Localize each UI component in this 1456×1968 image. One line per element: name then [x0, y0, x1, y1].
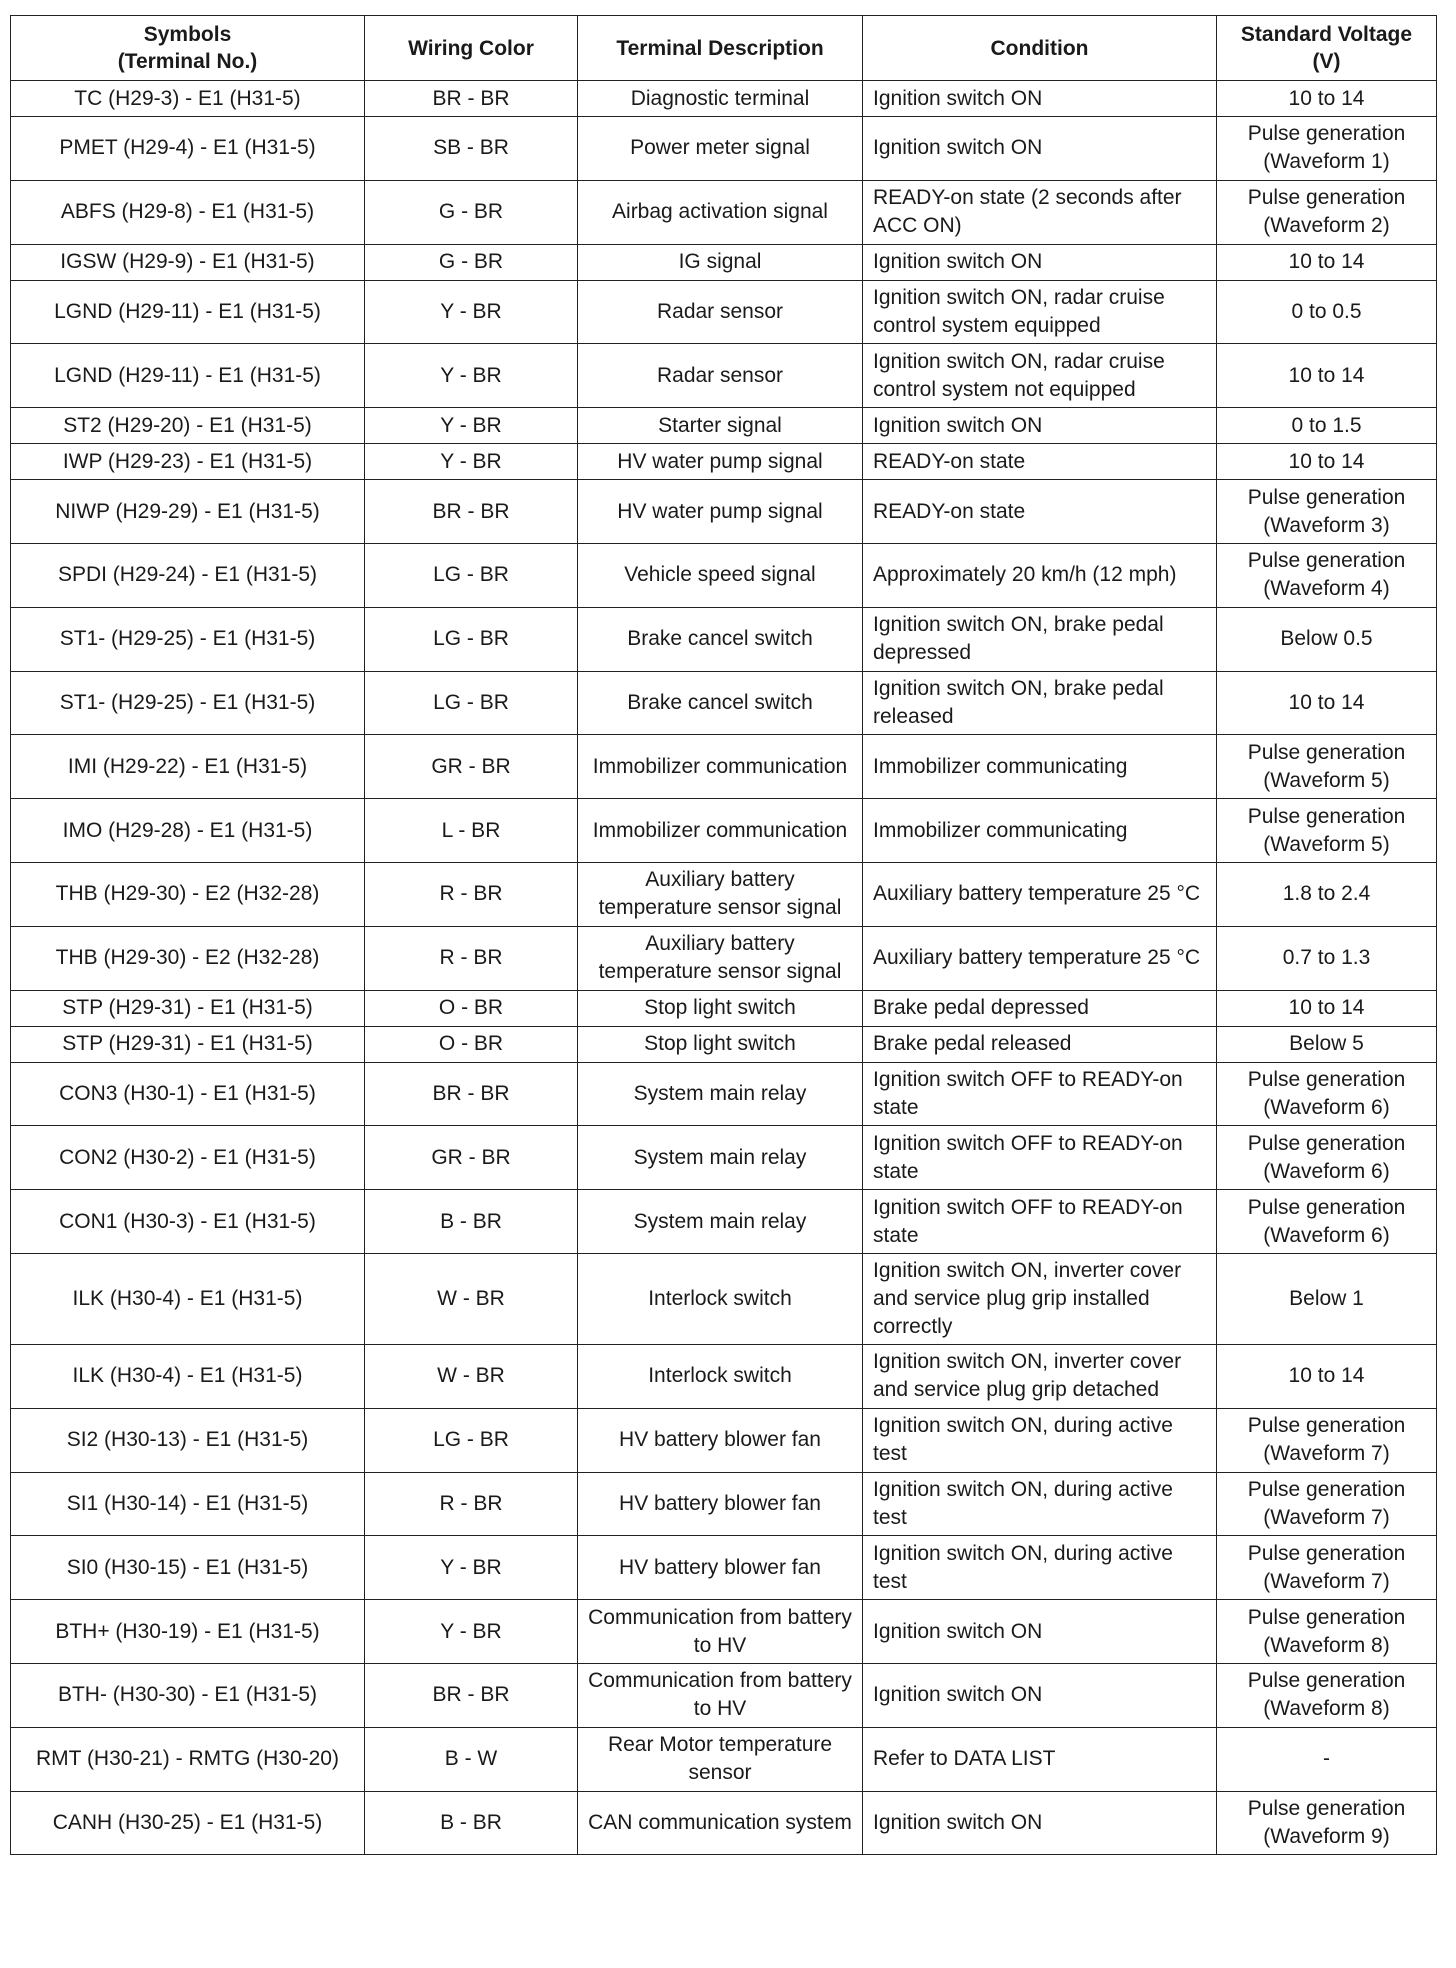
- condition-cell: Auxiliary battery temperature 25 °C: [863, 862, 1217, 926]
- description-cell: Interlock switch: [578, 1253, 863, 1344]
- header-terminal-description: [578, 16, 863, 81]
- symbol-cell: SI1 (H30-14) - E1 (H31-5): [11, 1472, 365, 1536]
- condition-cell: Ignition switch ON: [863, 244, 1217, 280]
- description-cell: HV water pump signal: [578, 444, 863, 480]
- wiring-cell: O - BR: [365, 1026, 578, 1062]
- table-row: [11, 444, 1437, 480]
- description-cell: Immobilizer communication: [578, 799, 863, 863]
- condition-cell: Approximately 20 km/h (12 mph): [863, 543, 1217, 607]
- voltage-cell: Pulse generation (Waveform 6): [1217, 1062, 1437, 1126]
- table-row: [11, 1026, 1437, 1062]
- symbol-cell: CON1 (H30-3) - E1 (H31-5): [11, 1190, 365, 1254]
- header-condition: [863, 16, 1217, 81]
- voltage-cell: Pulse generation (Waveform 4): [1217, 543, 1437, 607]
- condition-cell: Ignition switch ON, brake pedal released: [863, 671, 1217, 735]
- condition-cell: Ignition switch ON: [863, 117, 1217, 181]
- wiring-cell: GR - BR: [365, 1126, 578, 1190]
- table-row: [11, 990, 1437, 1026]
- description-cell: Radar sensor: [578, 280, 863, 344]
- description-cell: Radar sensor: [578, 344, 863, 408]
- table-row: [11, 543, 1437, 607]
- table-row: [11, 1408, 1437, 1472]
- symbol-cell: IMI (H29-22) - E1 (H31-5): [11, 735, 365, 799]
- wiring-cell: W - BR: [365, 1253, 578, 1344]
- voltage-cell: 0 to 1.5: [1217, 408, 1437, 444]
- table-row: [11, 799, 1437, 863]
- wiring-cell: R - BR: [365, 926, 578, 990]
- header-wiring-color: [365, 16, 578, 81]
- condition-cell: Refer to DATA LIST: [863, 1727, 1217, 1791]
- wiring-cell: Y - BR: [365, 1600, 578, 1664]
- condition-cell: Ignition switch OFF to READY-on state: [863, 1062, 1217, 1126]
- symbol-cell: THB (H29-30) - E2 (H32-28): [11, 926, 365, 990]
- voltage-cell: Pulse generation (Waveform 6): [1217, 1126, 1437, 1190]
- description-cell: Communication from battery to HV: [578, 1600, 863, 1664]
- symbol-cell: BTH- (H30-30) - E1 (H31-5): [11, 1663, 365, 1727]
- table-row: [11, 735, 1437, 799]
- symbol-cell: BTH+ (H30-19) - E1 (H31-5): [11, 1600, 365, 1664]
- condition-cell: Ignition switch OFF to READY-on state: [863, 1126, 1217, 1190]
- symbol-cell: CON3 (H30-1) - E1 (H31-5): [11, 1062, 365, 1126]
- voltage-cell: 1.8 to 2.4: [1217, 862, 1437, 926]
- wiring-cell: Y - BR: [365, 408, 578, 444]
- symbol-cell: STP (H29-31) - E1 (H31-5): [11, 990, 365, 1026]
- wiring-cell: SB - BR: [365, 117, 578, 181]
- condition-cell: Ignition switch ON: [863, 1663, 1217, 1727]
- table-row: [11, 926, 1437, 990]
- header-symbols-label: Symbols (Terminal No.): [117, 23, 258, 73]
- wiring-cell: BR - BR: [365, 81, 578, 117]
- terminal-voltage-table: [10, 15, 1437, 1855]
- table-row: [11, 1791, 1437, 1855]
- description-cell: Stop light switch: [578, 1026, 863, 1062]
- description-cell: System main relay: [578, 1062, 863, 1126]
- symbol-cell: CANH (H30-25) - E1 (H31-5): [11, 1791, 365, 1855]
- wiring-cell: B - BR: [365, 1791, 578, 1855]
- condition-cell: READY-on state: [863, 480, 1217, 544]
- table-row: [11, 408, 1437, 444]
- table-row: [11, 280, 1437, 344]
- description-cell: HV water pump signal: [578, 480, 863, 544]
- wiring-cell: L - BR: [365, 799, 578, 863]
- description-cell: System main relay: [578, 1190, 863, 1254]
- table-row: [11, 1727, 1437, 1791]
- description-cell: Auxiliary battery temperature sensor signal: [578, 862, 863, 926]
- voltage-cell: Pulse generation (Waveform 6): [1217, 1190, 1437, 1254]
- symbol-cell: SPDI (H29-24) - E1 (H31-5): [11, 543, 365, 607]
- wiring-cell: Y - BR: [365, 344, 578, 408]
- symbol-cell: SI0 (H30-15) - E1 (H31-5): [11, 1536, 365, 1600]
- voltage-cell: Pulse generation (Waveform 5): [1217, 735, 1437, 799]
- description-cell: Auxiliary battery temperature sensor signal: [578, 926, 863, 990]
- voltage-cell: 0.7 to 1.3: [1217, 926, 1437, 990]
- voltage-cell: Pulse generation (Waveform 9): [1217, 1791, 1437, 1855]
- description-cell: Diagnostic terminal: [578, 81, 863, 117]
- condition-cell: Ignition switch ON, during active test: [863, 1408, 1217, 1472]
- wiring-cell: B - W: [365, 1727, 578, 1791]
- voltage-cell: 10 to 14: [1217, 671, 1437, 735]
- voltage-cell: Pulse generation (Waveform 5): [1217, 799, 1437, 863]
- table-header-row: [11, 16, 1437, 81]
- description-cell: Immobilizer communication: [578, 735, 863, 799]
- condition-cell: Ignition switch ON: [863, 1600, 1217, 1664]
- wiring-cell: G - BR: [365, 180, 578, 244]
- header-terminal-description-label: Terminal Description: [616, 36, 824, 60]
- description-cell: Rear Motor temperature sensor: [578, 1727, 863, 1791]
- wiring-cell: W - BR: [365, 1344, 578, 1408]
- table-row: [11, 344, 1437, 408]
- description-cell: HV battery blower fan: [578, 1536, 863, 1600]
- table-row: [11, 1253, 1437, 1344]
- table-row: [11, 81, 1437, 117]
- voltage-cell: 10 to 14: [1217, 244, 1437, 280]
- wiring-cell: Y - BR: [365, 1536, 578, 1600]
- table-row: [11, 480, 1437, 544]
- condition-cell: Ignition switch ON: [863, 1791, 1217, 1855]
- voltage-cell: Pulse generation (Waveform 7): [1217, 1408, 1437, 1472]
- table-row: [11, 1663, 1437, 1727]
- table-row: [11, 117, 1437, 181]
- voltage-cell: Pulse generation (Waveform 8): [1217, 1600, 1437, 1664]
- table-row: [11, 607, 1437, 671]
- wiring-cell: R - BR: [365, 862, 578, 926]
- header-condition-label: Condition: [990, 36, 1089, 60]
- symbol-cell: ABFS (H29-8) - E1 (H31-5): [11, 180, 365, 244]
- condition-cell: Ignition switch ON: [863, 81, 1217, 117]
- table-body: [11, 81, 1437, 1855]
- symbol-cell: ILK (H30-4) - E1 (H31-5): [11, 1253, 365, 1344]
- table-row: [11, 1600, 1437, 1664]
- voltage-cell: Below 5: [1217, 1026, 1437, 1062]
- terminal-voltage-page: [10, 15, 1436, 1855]
- voltage-cell: 10 to 14: [1217, 990, 1437, 1026]
- wiring-cell: B - BR: [365, 1190, 578, 1254]
- table-row: [11, 180, 1437, 244]
- description-cell: Airbag activation signal: [578, 180, 863, 244]
- condition-cell: READY-on state: [863, 444, 1217, 480]
- wiring-cell: O - BR: [365, 990, 578, 1026]
- wiring-cell: BR - BR: [365, 1062, 578, 1126]
- table-row: [11, 1126, 1437, 1190]
- symbol-cell: NIWP (H29-29) - E1 (H31-5): [11, 480, 365, 544]
- description-cell: Starter signal: [578, 408, 863, 444]
- condition-cell: Ignition switch ON, during active test: [863, 1536, 1217, 1600]
- header-standard-voltage-label: Standard Voltage (V): [1240, 23, 1413, 73]
- symbol-cell: THB (H29-30) - E2 (H32-28): [11, 862, 365, 926]
- description-cell: HV battery blower fan: [578, 1472, 863, 1536]
- symbol-cell: IWP (H29-23) - E1 (H31-5): [11, 444, 365, 480]
- table-row: [11, 1344, 1437, 1408]
- description-cell: Vehicle speed signal: [578, 543, 863, 607]
- description-cell: Brake cancel switch: [578, 607, 863, 671]
- voltage-cell: Below 0.5: [1217, 607, 1437, 671]
- wiring-cell: R - BR: [365, 1472, 578, 1536]
- voltage-cell: 10 to 14: [1217, 81, 1437, 117]
- symbol-cell: SI2 (H30-13) - E1 (H31-5): [11, 1408, 365, 1472]
- wiring-cell: BR - BR: [365, 1663, 578, 1727]
- condition-cell: Ignition switch ON, radar cruise control system equipped: [863, 280, 1217, 344]
- wiring-cell: LG - BR: [365, 543, 578, 607]
- voltage-cell: 10 to 14: [1217, 444, 1437, 480]
- symbol-cell: TC (H29-3) - E1 (H31-5): [11, 81, 365, 117]
- symbol-cell: RMT (H30-21) - RMTG (H30-20): [11, 1727, 365, 1791]
- description-cell: Communication from battery to HV: [578, 1663, 863, 1727]
- wiring-cell: G - BR: [365, 244, 578, 280]
- voltage-cell: Pulse generation (Waveform 8): [1217, 1663, 1437, 1727]
- condition-cell: Ignition switch OFF to READY-on state: [863, 1190, 1217, 1254]
- condition-cell: Ignition switch ON, radar cruise control system not equipped: [863, 344, 1217, 408]
- description-cell: Stop light switch: [578, 990, 863, 1026]
- description-cell: Interlock switch: [578, 1344, 863, 1408]
- symbol-cell: IGSW (H29-9) - E1 (H31-5): [11, 244, 365, 280]
- voltage-cell: Pulse generation (Waveform 3): [1217, 480, 1437, 544]
- table-row: [11, 244, 1437, 280]
- wiring-cell: Y - BR: [365, 280, 578, 344]
- condition-cell: Ignition switch ON: [863, 408, 1217, 444]
- voltage-cell: Pulse generation (Waveform 7): [1217, 1536, 1437, 1600]
- description-cell: HV battery blower fan: [578, 1408, 863, 1472]
- header-symbols: [11, 16, 365, 81]
- symbol-cell: PMET (H29-4) - E1 (H31-5): [11, 117, 365, 181]
- table-row: [11, 862, 1437, 926]
- table-row: [11, 1062, 1437, 1126]
- wiring-cell: GR - BR: [365, 735, 578, 799]
- wiring-cell: BR - BR: [365, 480, 578, 544]
- condition-cell: Ignition switch ON, brake pedal depressed: [863, 607, 1217, 671]
- header-wiring-color-label: Wiring Color: [408, 36, 534, 60]
- voltage-cell: 10 to 14: [1217, 344, 1437, 408]
- description-cell: Power meter signal: [578, 117, 863, 181]
- condition-cell: Ignition switch ON, during active test: [863, 1472, 1217, 1536]
- description-cell: CAN communication system: [578, 1791, 863, 1855]
- symbol-cell: ST2 (H29-20) - E1 (H31-5): [11, 408, 365, 444]
- condition-cell: Immobilizer communicating: [863, 799, 1217, 863]
- table-row: [11, 1472, 1437, 1536]
- table-row: [11, 1536, 1437, 1600]
- voltage-cell: Pulse generation (Waveform 1): [1217, 117, 1437, 181]
- description-cell: IG signal: [578, 244, 863, 280]
- symbol-cell: STP (H29-31) - E1 (H31-5): [11, 1026, 365, 1062]
- symbol-cell: LGND (H29-11) - E1 (H31-5): [11, 344, 365, 408]
- voltage-cell: Below 1: [1217, 1253, 1437, 1344]
- symbol-cell: LGND (H29-11) - E1 (H31-5): [11, 280, 365, 344]
- voltage-cell: -: [1217, 1727, 1437, 1791]
- wiring-cell: LG - BR: [365, 671, 578, 735]
- condition-cell: Brake pedal depressed: [863, 990, 1217, 1026]
- symbol-cell: ST1- (H29-25) - E1 (H31-5): [11, 607, 365, 671]
- symbol-cell: ILK (H30-4) - E1 (H31-5): [11, 1344, 365, 1408]
- wiring-cell: LG - BR: [365, 607, 578, 671]
- condition-cell: Ignition switch ON, inverter cover and service plug grip detached: [863, 1344, 1217, 1408]
- wiring-cell: LG - BR: [365, 1408, 578, 1472]
- wiring-cell: Y - BR: [365, 444, 578, 480]
- symbol-cell: IMO (H29-28) - E1 (H31-5): [11, 799, 365, 863]
- condition-cell: Ignition switch ON, inverter cover and service plug grip installed correctly: [863, 1253, 1217, 1344]
- condition-cell: Brake pedal released: [863, 1026, 1217, 1062]
- voltage-cell: Pulse generation (Waveform 7): [1217, 1472, 1437, 1536]
- symbol-cell: CON2 (H30-2) - E1 (H31-5): [11, 1126, 365, 1190]
- table-row: [11, 671, 1437, 735]
- condition-cell: Immobilizer communicating: [863, 735, 1217, 799]
- condition-cell: Auxiliary battery temperature 25 °C: [863, 926, 1217, 990]
- voltage-cell: 10 to 14: [1217, 1344, 1437, 1408]
- condition-cell: READY-on state (2 seconds after ACC ON): [863, 180, 1217, 244]
- description-cell: Brake cancel switch: [578, 671, 863, 735]
- table-row: [11, 1190, 1437, 1254]
- voltage-cell: 0 to 0.5: [1217, 280, 1437, 344]
- symbol-cell: ST1- (H29-25) - E1 (H31-5): [11, 671, 365, 735]
- description-cell: System main relay: [578, 1126, 863, 1190]
- header-standard-voltage: [1217, 16, 1437, 81]
- voltage-cell: Pulse generation (Waveform 2): [1217, 180, 1437, 244]
